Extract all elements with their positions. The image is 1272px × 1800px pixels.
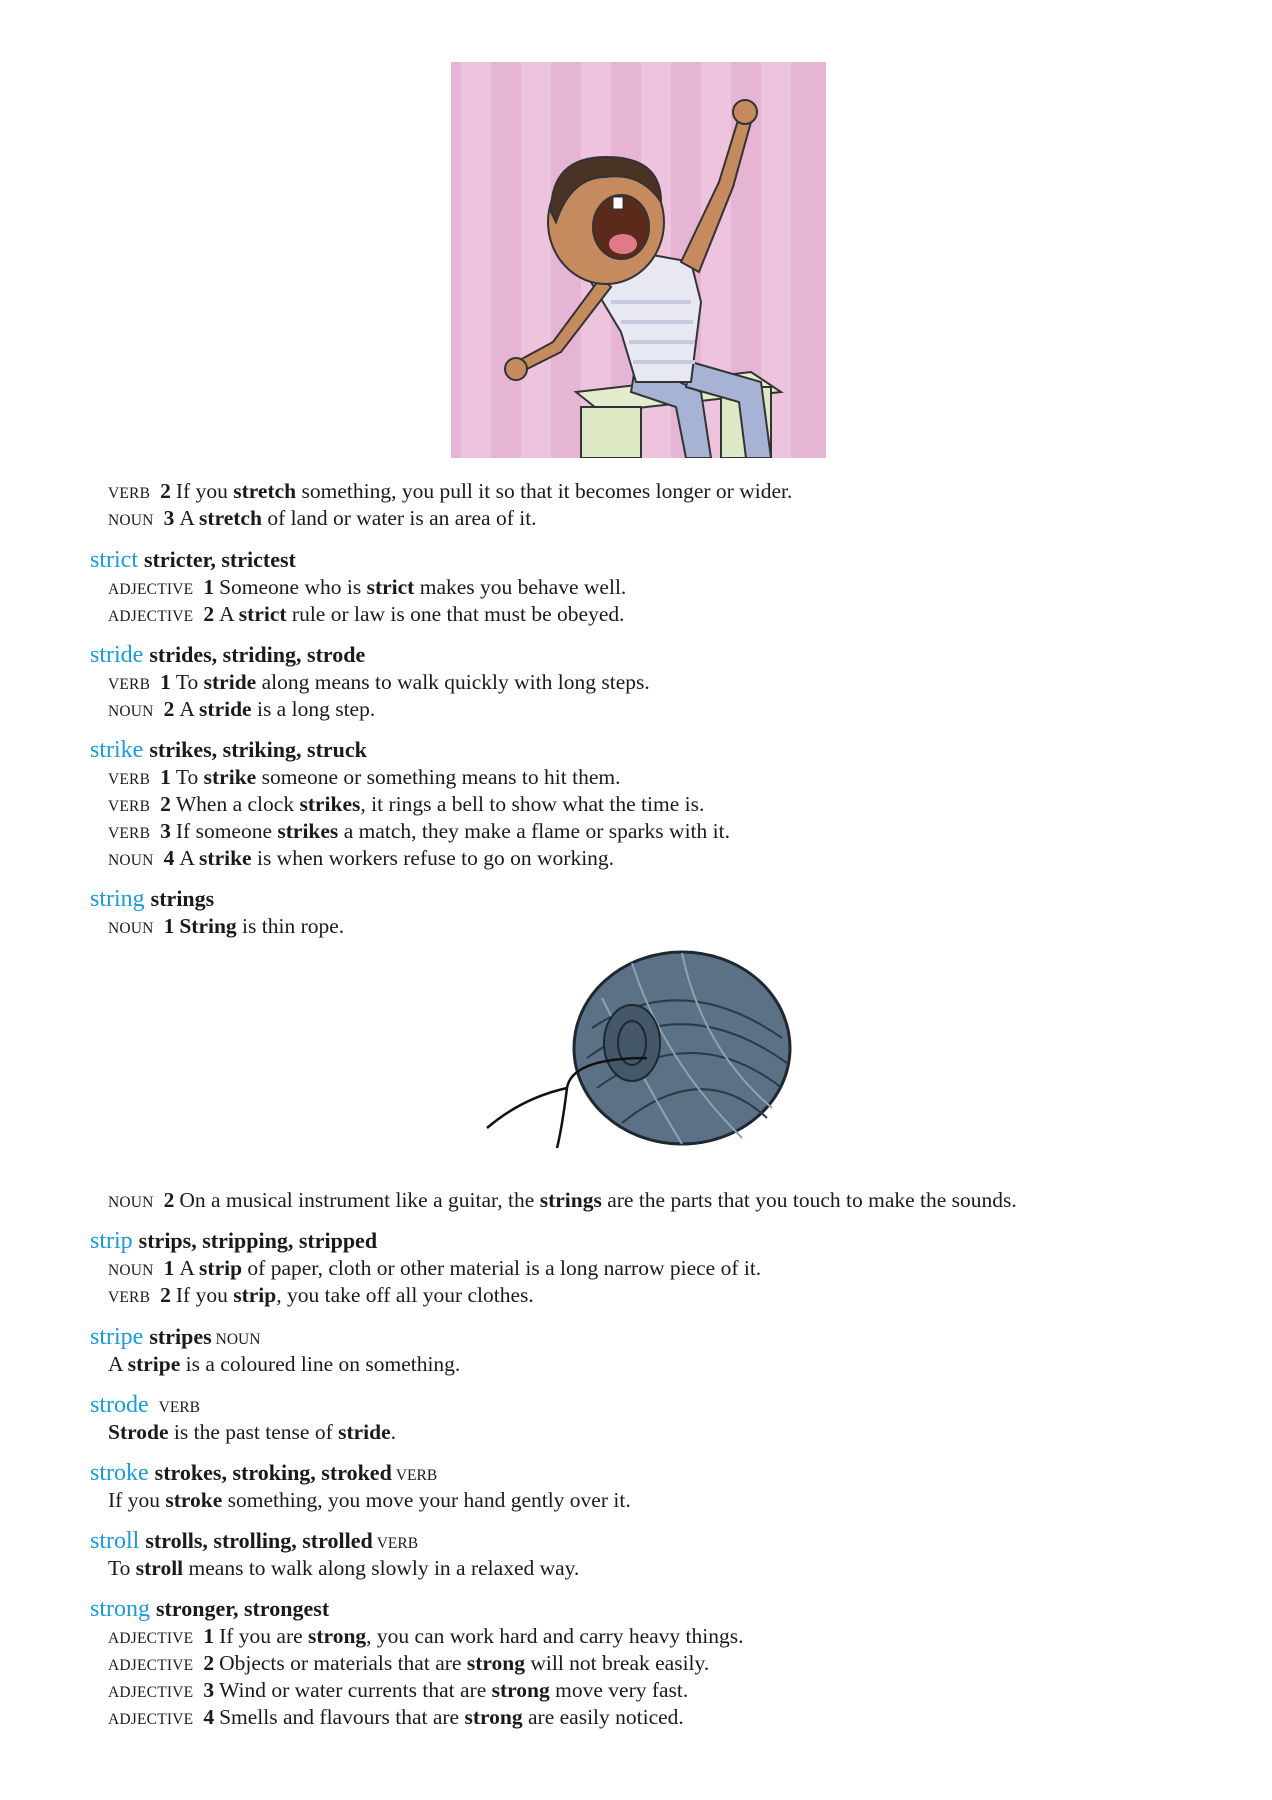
entry-strong <box>90 1596 329 1622</box>
sense-line <box>108 913 344 942</box>
sense-text: , you can work hard and carry heavy things. <box>366 1624 744 1648</box>
pos-label: ADJECTIVE <box>108 1630 194 1647</box>
pos-label: NOUN <box>108 920 154 937</box>
sense-keyword: strikes <box>277 819 339 843</box>
pos-label: VERB <box>108 1289 151 1306</box>
sense-text: , it rings a bell to show what the time is. <box>360 792 705 816</box>
sense-line <box>108 505 537 534</box>
pos-label: NOUN <box>108 852 154 869</box>
sense-text: is a coloured line on something. <box>180 1352 461 1376</box>
sense-line <box>108 1282 534 1311</box>
sense-keyword: stride <box>203 670 257 694</box>
sense-text: rule or law is one that must be obeyed. <box>286 602 625 626</box>
entry-stripe <box>90 1324 260 1353</box>
sense-number: 3 <box>160 819 171 843</box>
sense-keyword: String <box>179 914 237 938</box>
sense-line <box>108 1419 396 1445</box>
sense-text: A <box>179 846 200 870</box>
sense-keyword: strong <box>491 1678 550 1702</box>
sense-line <box>108 1187 1017 1216</box>
pos-label: NOUN <box>108 1194 154 1211</box>
stretch-illustration <box>451 62 826 458</box>
sense-text: , you take off all your clothes. <box>276 1283 534 1307</box>
sense-keyword: strong <box>308 1624 367 1648</box>
sense-text: If you <box>175 479 234 503</box>
sense-keyword: stride <box>199 697 252 721</box>
sense-number: 1 <box>163 914 175 938</box>
sense-text: To <box>175 765 204 789</box>
sense-text: along means to walk quickly with long steps. <box>256 670 650 694</box>
sense-text: of paper, cloth or other material is a long narrow piece of it. <box>242 1256 762 1280</box>
sense-text: Wind or water currents that are <box>219 1678 492 1702</box>
sense-line <box>108 478 792 507</box>
headword: strip <box>90 1228 133 1254</box>
sense-text: A <box>219 602 239 626</box>
sense-text: To <box>108 1556 136 1580</box>
sense-keyword: stretch <box>233 479 297 503</box>
sense-text: is the past tense of <box>168 1420 339 1444</box>
sense-text: of land or water is an area of it. <box>261 506 537 530</box>
inflections: strips, stripping, stripped <box>138 1228 378 1253</box>
sense-text: is a long step. <box>251 697 376 721</box>
headword: stripe <box>90 1324 144 1350</box>
sense-line <box>108 1487 631 1513</box>
pos-label: ADJECTIVE <box>108 1711 194 1728</box>
sense-text: means to walk along slowly in a relaxed way. <box>183 1556 580 1580</box>
sense-keyword: strong <box>466 1651 525 1675</box>
sense-keyword: strong <box>464 1705 523 1729</box>
entry-string <box>90 886 214 912</box>
sense-number: 2 <box>203 602 215 626</box>
sense-line <box>108 574 626 603</box>
sense-number: 2 <box>160 792 171 816</box>
sense-line <box>108 764 620 793</box>
headword: strong <box>90 1596 150 1622</box>
inflections: stricter, strictest <box>144 547 296 572</box>
sense-line <box>108 1351 460 1377</box>
sense-text: something, you pull it so that it becomes longer or wider. <box>296 479 793 503</box>
sense-line <box>108 818 730 847</box>
sense-line <box>108 791 704 820</box>
headword: strict <box>90 547 138 573</box>
sense-text: A <box>108 1352 128 1376</box>
pos-label: NOUN <box>108 1262 154 1279</box>
sense-keyword: Strode <box>108 1420 169 1444</box>
sense-text: On a musical instrument like a guitar, the <box>179 1188 540 1212</box>
sense-keyword: stroll <box>135 1556 184 1580</box>
pos-label: VERB <box>376 1535 419 1552</box>
sense-text: Someone who is <box>219 575 367 599</box>
string-ball-illustration <box>482 948 800 1156</box>
sense-text: is when workers refuse to go on working. <box>251 846 615 870</box>
sense-text: Objects or materials that are <box>219 1651 467 1675</box>
sense-number: 1 <box>163 1256 175 1280</box>
entry-strike <box>90 737 367 763</box>
sense-text: . <box>390 1420 397 1444</box>
entry-stroll <box>90 1528 418 1557</box>
inflections: strolls, strolling, strolled <box>145 1528 373 1553</box>
sense-line <box>108 1255 761 1284</box>
sense-keyword: strip <box>199 1256 243 1280</box>
pos-label: ADJECTIVE <box>108 1657 194 1674</box>
sense-number: 2 <box>203 1651 215 1675</box>
sense-number: 1 <box>160 670 171 694</box>
sense-number: 1 <box>160 765 171 789</box>
entry-strode <box>90 1392 200 1421</box>
inflections: stripes <box>149 1324 212 1349</box>
pos-label: VERB <box>108 798 151 815</box>
sense-text: will not break easily. <box>524 1651 710 1675</box>
sense-text: makes you behave well. <box>414 575 627 599</box>
sense-keyword: stride <box>338 1420 391 1444</box>
sense-keyword: stroke <box>165 1488 223 1512</box>
sense-keyword: strict <box>238 602 287 626</box>
sense-number: 2 <box>163 1188 175 1212</box>
sense-text: are the parts that you touch to make the sounds. <box>601 1188 1017 1212</box>
inflections: strides, striding, strode <box>149 642 366 667</box>
entry-stroke <box>90 1460 437 1489</box>
sense-text: a match, they make a flame or sparks with it. <box>338 819 730 843</box>
pos-label: VERB <box>108 676 151 693</box>
sense-text: are easily noticed. <box>522 1705 684 1729</box>
sense-line <box>108 669 650 698</box>
sense-line <box>108 696 375 725</box>
sense-text: A <box>179 506 200 530</box>
inflections: strikes, striking, struck <box>149 737 367 762</box>
entry-strip <box>90 1228 377 1254</box>
sense-keyword: strip <box>233 1283 277 1307</box>
pos-label: VERB <box>108 771 151 788</box>
sense-text: Smells and flavours that are <box>219 1705 465 1729</box>
sense-keyword: strike <box>203 765 257 789</box>
headword: strode <box>90 1392 149 1418</box>
pos-label: VERB <box>108 825 151 842</box>
sense-line <box>108 845 614 874</box>
sense-line <box>108 1650 709 1679</box>
sense-number: 2 <box>163 697 175 721</box>
sense-text: someone or something means to hit them. <box>256 765 621 789</box>
pos-label: VERB <box>158 1399 200 1416</box>
sense-text: If you <box>108 1488 166 1512</box>
sense-number: 3 <box>203 1678 215 1702</box>
headword: stroll <box>90 1528 140 1554</box>
pos-label: ADJECTIVE <box>108 608 194 625</box>
sense-line <box>108 1623 744 1652</box>
sense-number: 4 <box>163 846 175 870</box>
sense-text: If you are <box>219 1624 309 1648</box>
sense-line <box>108 1677 688 1706</box>
sense-text: something, you move your hand gently over it. <box>222 1488 631 1512</box>
inflections: strokes, stroking, stroked <box>154 1460 392 1485</box>
sense-text: A <box>179 697 200 721</box>
sense-number: 1 <box>203 575 215 599</box>
sense-keyword: strings <box>539 1188 602 1212</box>
pos-label: VERB <box>108 485 151 502</box>
sense-text: If someone <box>175 819 278 843</box>
inflections: strings <box>150 886 215 911</box>
headword: stride <box>90 642 144 668</box>
pos-label: NOUN <box>108 703 154 720</box>
sense-keyword: strict <box>366 575 415 599</box>
sense-number: 3 <box>163 506 175 530</box>
pos-label: NOUN <box>108 512 154 529</box>
sense-number: 2 <box>160 479 171 503</box>
sense-text: To <box>175 670 204 694</box>
pos-label: VERB <box>395 1467 438 1484</box>
sense-text: move very fast. <box>549 1678 689 1702</box>
pos-label: NOUN <box>215 1331 261 1348</box>
sense-keyword: strike <box>199 846 252 870</box>
entry-strict <box>90 547 296 573</box>
entry-stride <box>90 642 365 668</box>
sense-number: 1 <box>203 1624 215 1648</box>
sense-text: is thin rope. <box>236 914 345 938</box>
inflections: stronger, strongest <box>156 1596 330 1621</box>
headword: string <box>90 886 145 912</box>
sense-text: A <box>179 1256 200 1280</box>
sense-keyword: stretch <box>199 506 262 530</box>
sense-line <box>108 601 625 630</box>
headword: stroke <box>90 1460 149 1486</box>
sense-keyword: stripe <box>127 1352 181 1376</box>
pos-label: ADJECTIVE <box>108 581 194 598</box>
sense-line <box>108 1555 579 1581</box>
sense-keyword: strikes <box>299 792 361 816</box>
pos-label: ADJECTIVE <box>108 1684 194 1701</box>
sense-number: 2 <box>160 1283 171 1307</box>
sense-line <box>108 1704 684 1733</box>
sense-text: If you <box>175 1283 234 1307</box>
headword: strike <box>90 737 144 763</box>
sense-text: When a clock <box>175 792 300 816</box>
sense-number: 4 <box>203 1705 215 1729</box>
